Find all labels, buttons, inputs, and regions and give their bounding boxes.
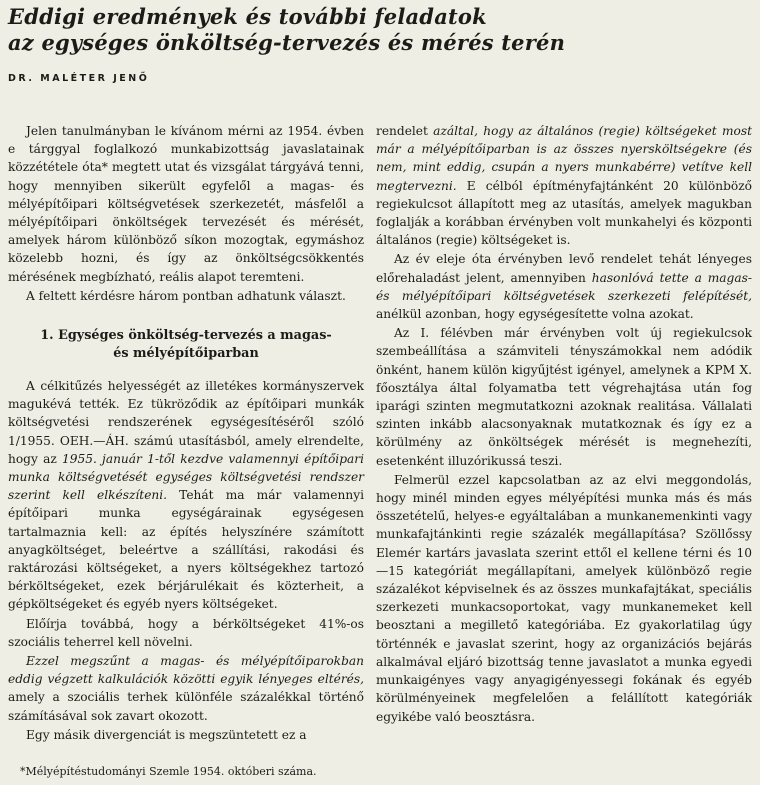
paragraph: Az I. félévben már érvényben volt új regiekulcsok szembeállítása a számviteli tényszámokkal nem adódik önként, hanem külön kigyűjtést igényel, amelynek a KPM X. főosztálya által folyamatba tett végrehajtása után fog iparági szinten megmutatkozni azoknak realitása. Vállalati szinten inkább alacsonyaknak mutatkoznak és így ez a körülmény az önköltségek mérését is megnehezíti, esetenként illuzórikussá teszi. — [376, 326, 752, 468]
paragraph: Felmerül ezzel kapcsolatban az az elvi meggondolás, hogy minél minden egyes mélyépítési munka más és más összetételű, helyes-e egyáltalában a munkanemenkinti vagy munkafajtánkinti regie százalék megállapítása? Szöllőssy Elemér kartárs javaslata szerint ettől el kellene térni és 10—15 kategóriát megállapítani, amelyek különböző regie százalékot képviselnek és az összes munkafajtákat, speciális szerkezeti munkacsoportokat, vagy munkanemeket kell beosztani a megillető kategóriába. Ez gyakorlatilag úgy történnék e javaslat szerint, hogy az organizációs bejárás alkalmával eljáró bizottság tenne javaslatot a munka egyedi munkaigényes vagy anyagigényessegi fokának és egyéb körülményeinek megfelelően a felállított kategóriák egyikébe való beosztásra. — [376, 472, 752, 724]
paragraph — [376, 250, 752, 323]
emphasis-text: azáltal, hogy az általános (regie) költségeket most már a mélyépítőiparban is az összes nyersköltségekre (és nem, mint eddig, csupán a nyers munkabérre) vetítve kell megtervezni. — [376, 124, 752, 193]
article-title — [8, 4, 748, 56]
emphasis-text: 1955. január 1-től kezdve valamennyi építőipari munka költségvetését egységes költségvetési rendszer szerint kell elkészíteni. — [8, 451, 364, 503]
section-heading: 1. Egységes önköltség-tervezés a magas- és mélyépítőiparban — [40, 328, 332, 362]
author: DR. MALÉTER JENŐ — [8, 73, 150, 84]
title-line-2: az egységes önköltség-tervezés és mérés terén — [8, 30, 566, 55]
text-run: E célból építményfajtánként 20 különböző regiekulcsot állapított meg az utasítás, amelyek magukban foglalják a korábban érvényben volt munkahelyi és központi általános (regie) költségeket is. — [376, 178, 752, 248]
paragraph: Egy másik divergenciát is megszüntetett ez a — [26, 727, 307, 742]
paragraph — [8, 652, 364, 725]
footnote: *Mélyépítéstudományi Szemle 1954. októberi száma. — [20, 765, 317, 778]
text-run: A célkitűzés helyességét az illetékes kormányszervek magukévá tették. Ez tükröződik az építőipari munkák költségvetési rendszerének egységesítéséről szóló 1/1955. OEH.—ÁH. számú utasításból, amely elrendelte, hogy az — [8, 379, 364, 466]
paragraph: Jelen tanulmányban le kívánom mérni az 1954. évben e tárggyal foglalkozó munkabizottság javaslatainak közzététele óta* megtett utat és vizsgálat tárgyává tenni, hogy mennyiben sikerült egyfelől a magas- és mélyépítőipari költségvetések szerkezetét, másfelől a mélyépítőipari önköltségek tervezését és mérését, amelyek három különböző síkon mozogtak, egymáshoz közelebb hozni, és így az önköltségcsökkentés mérésének megbízható, reális alapot teremteni. — [8, 124, 364, 284]
text-run: Az év eleje óta érvényben levő rendelet tehát lényeges előrehaladást jelent, amennyiben — [376, 252, 752, 285]
paragraph — [8, 377, 364, 614]
text-run: amely a szociális terhek különféle százalékkal történő számításával sok zavart okozott. — [8, 690, 364, 723]
text-run: Tehát ma már valamennyi építőipari munka egységárainak egységesen tartalmaznia kell: az építés helyszínére számított anyagköltséget, beleértve a szállítási, rakodási és raktározási költségeket, a nyers költségekhez tartozó bérköltségeket, ezek bérjárulékait és közterheit, a gépköltségeket és egyéb nyers költségeket. — [8, 488, 364, 612]
text-run: rendelet — [376, 124, 434, 138]
paragraph — [376, 122, 752, 249]
title-line-1: Eddigi eredmények és további feladatok — [8, 4, 487, 29]
text-run: anélkül azonban, hogy egységesítette volna azokat. — [376, 307, 694, 322]
right-column — [376, 122, 752, 726]
left-column — [8, 122, 364, 744]
paragraph: Előírja továbbá, hogy a bérköltségeket 41%-os szociális teherrel kell növelni. — [8, 616, 364, 649]
paragraph: A feltett kérdésre három pontban adhatunk választ. — [26, 288, 346, 303]
emphasis-text: Ezzel megszűnt a magas- és mélyépítőiparokban eddig végzett kalkulációk közötti egyik lényeges eltérés, — [8, 654, 364, 687]
emphasis-text: hasonlóvá tette a magas- és mélyépítőipari költségvetések szerkezeti felépítését, — [376, 270, 752, 303]
